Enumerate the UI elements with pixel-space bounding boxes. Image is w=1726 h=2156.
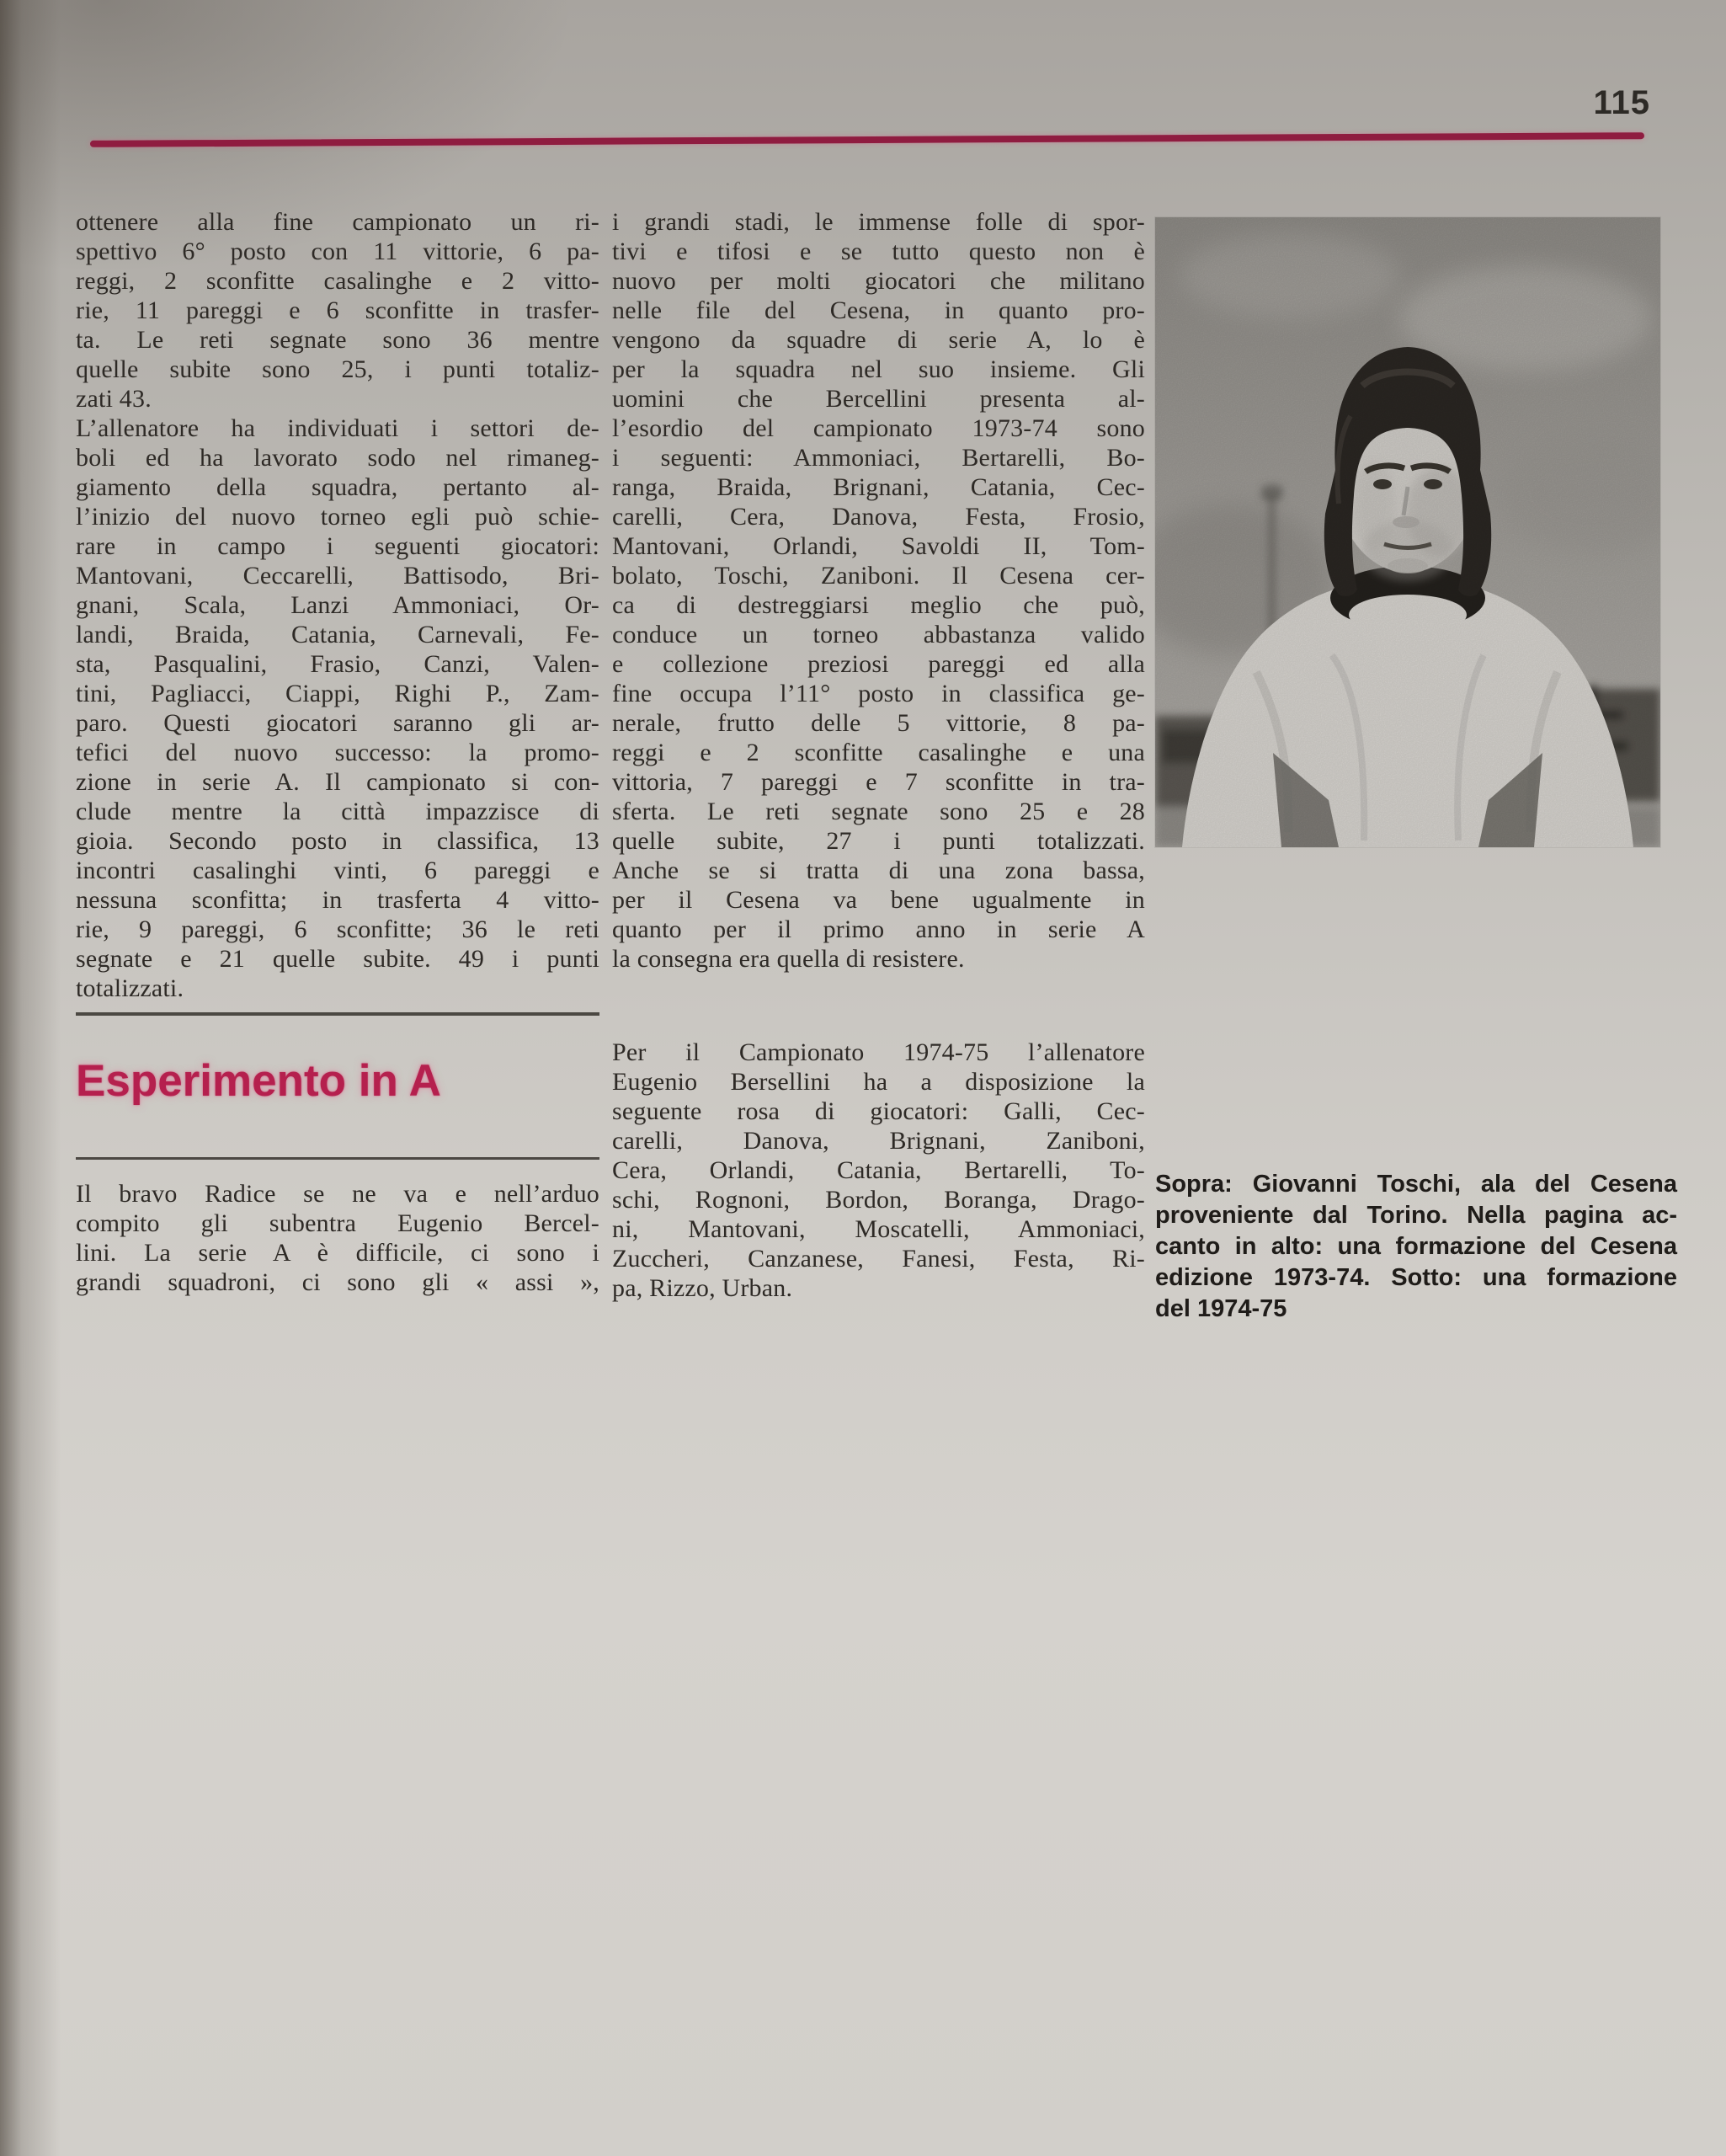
- text-line: nelle file del Cesena, in quanto pro-: [612, 296, 1145, 324]
- text-line: grandi squadroni, ci sono gli « assi »,: [76, 1268, 599, 1296]
- text-line: compito gli subentra Eugenio Bercel-: [76, 1209, 599, 1237]
- article-paragraph-left-1: [76, 207, 599, 414]
- text-line: reggi e 2 sconfitte casalinghe e una: [612, 739, 1145, 766]
- text-line: rie, 9 pareggi, 6 sconfitte; 36 le reti: [76, 915, 599, 943]
- text-line: Anche se si tratta di una zona bassa,: [612, 857, 1145, 884]
- text-line: Mantovani, Ceccarelli, Battisodo, Bri-: [76, 562, 599, 590]
- text-line: vittoria, 7 pareggi e 7 sconfitte in tra-: [612, 768, 1145, 796]
- text-line: carelli, Cera, Danova, Festa, Frosio,: [612, 503, 1145, 531]
- text-line: edizione 1973-74. Sotto: una formazione: [1155, 1264, 1677, 1291]
- text-line: segnate e 21 quelle subite. 49 i punti: [76, 945, 599, 973]
- text-line: rare in campo i seguenti giocatori:: [76, 532, 599, 560]
- text-line: quelle subite sono 25, i punti totaliz-: [76, 355, 599, 383]
- text-line: per la squadra nel suo insieme. Gli: [612, 355, 1145, 383]
- text-line: Il bravo Radice se ne va e nell’arduo: [76, 1180, 599, 1208]
- text-line: ni, Mantovani, Moscatelli, Ammoniaci,: [612, 1215, 1145, 1243]
- text-line: uomini che Bercellini presenta al-: [612, 385, 1145, 413]
- article-paragraph-middle-2: [612, 1038, 1145, 1303]
- text-line: l’inizio del nuovo torneo egli può schie-: [76, 503, 599, 531]
- text-line: del 1974-75: [1155, 1295, 1287, 1322]
- text-line: la consegna era quella di resistere.: [612, 945, 965, 973]
- text-line: Mantovani, Orlandi, Savoldi II, Tom-: [612, 532, 1145, 560]
- text-line: paro. Questi giocatori saranno gli ar-: [76, 709, 599, 737]
- text-line: schi, Rognoni, Bordon, Boranga, Drago-: [612, 1186, 1145, 1214]
- text-line: pa, Rizzo, Urban.: [612, 1274, 793, 1302]
- text-line: Sopra: Giovanni Toschi, ala del Cesena: [1155, 1171, 1677, 1198]
- text-line: lini. La serie A è difficile, ci sono i: [76, 1239, 599, 1267]
- text-line: spettivo 6° posto con 11 vittorie, 6 pa-: [76, 237, 599, 265]
- text-line: gioia. Secondo posto in classifica, 13: [76, 827, 599, 855]
- text-line: Zuccheri, Canzanese, Fanesi, Festa, Ri-: [612, 1245, 1145, 1273]
- text-line: l’esordio del campionato 1973-74 sono: [612, 414, 1145, 442]
- text-line: nerale, frutto delle 5 vittorie, 8 pa-: [612, 709, 1145, 737]
- text-line: fine occupa l’11° posto in classifica ge-: [612, 680, 1145, 707]
- text-line: ta. Le reti segnate sono 36 mentre: [76, 326, 599, 354]
- player-photo-art: [1155, 217, 1660, 847]
- text-line: ranga, Braida, Brignani, Catania, Cec-: [612, 473, 1145, 501]
- text-line: e collezione preziosi pareggi ed alla: [612, 650, 1145, 678]
- text-line: totalizzati.: [76, 974, 184, 1002]
- text-line: incontri casalinghi vinti, 6 pareggi e: [76, 857, 599, 884]
- text-line: tini, Pagliacci, Ciappi, Righi P., Zam-: [76, 680, 599, 707]
- photo-grain: [1155, 217, 1660, 847]
- section-heading: Esperimento in A: [76, 1056, 441, 1106]
- text-line: i grandi stadi, le immense folle di spor-: [612, 208, 1145, 236]
- text-line: i seguenti: Ammoniaci, Bertarelli, Bo-: [612, 444, 1145, 472]
- section-divider-bottom: [76, 1157, 599, 1160]
- text-line: giamento della squadra, pertanto al-: [76, 473, 599, 501]
- text-line: sferta. Le reti segnate sono 25 e 28: [612, 798, 1145, 825]
- text-line: tivi e tifosi e se tutto questo non è: [612, 237, 1145, 265]
- player-photo: [1155, 217, 1660, 847]
- text-line: Cera, Orlandi, Catania, Bertarelli, To-: [612, 1156, 1145, 1184]
- text-line: ca di destreggiarsi meglio che può,: [612, 591, 1145, 619]
- text-line: ottenere alla fine campionato un ri-: [76, 208, 599, 236]
- article-paragraph-middle-1: [612, 207, 1145, 974]
- text-line: nessuna sconfitta; in trasferta 4 vitto-: [76, 886, 599, 914]
- text-line: zati 43.: [76, 385, 152, 413]
- section-divider-top: [76, 1012, 599, 1016]
- photo-caption: [1155, 1169, 1677, 1325]
- text-line: quelle subite, 27 i punti totalizzati.: [612, 827, 1145, 855]
- page-number: 115: [1593, 84, 1650, 121]
- text-line: per il Cesena va bene ugualmente in: [612, 886, 1145, 914]
- text-line: quanto per il primo anno in serie A: [612, 915, 1145, 943]
- text-line: reggi, 2 sconfitte casalinghe e 2 vitto-: [76, 267, 599, 295]
- article-paragraph-left-2: [76, 414, 599, 1003]
- text-line: conduce un torneo abbastanza valido: [612, 621, 1145, 648]
- top-rule: [90, 132, 1644, 147]
- text-line: L’allenatore ha individuati i settori de-: [76, 414, 599, 442]
- text-line: vengono da squadre di serie A, lo è: [612, 326, 1145, 354]
- text-line: proveniente dal Torino. Nella pagina ac-: [1155, 1202, 1677, 1229]
- text-line: rie, 11 pareggi e 6 sconfitte in trasfer-: [76, 296, 599, 324]
- text-line: canto in alto: una formazione del Cesena: [1155, 1233, 1677, 1260]
- text-line: seguente rosa di giocatori: Galli, Cec-: [612, 1097, 1145, 1125]
- text-line: nuovo per molti giocatori che militano: [612, 267, 1145, 295]
- text-line: clude mentre la città impazzisce di: [76, 798, 599, 825]
- text-line: landi, Braida, Catania, Carnevali, Fe-: [76, 621, 599, 648]
- text-line: sta, Pasqualini, Frasio, Canzi, Valen-: [76, 650, 599, 678]
- article-paragraph-left-3: [76, 1179, 599, 1297]
- text-line: carelli, Danova, Brignani, Zaniboni,: [612, 1127, 1145, 1155]
- text-line: Per il Campionato 1974-75 l’allenatore: [612, 1038, 1145, 1066]
- text-line: zione in serie A. Il campionato si con-: [76, 768, 599, 796]
- text-line: tefici del nuovo successo: la promo-: [76, 739, 599, 766]
- text-line: gnani, Scala, Lanzi Ammoniaci, Or-: [76, 591, 599, 619]
- text-line: bolato, Toschi, Zaniboni. Il Cesena cer-: [612, 562, 1145, 590]
- text-line: boli ed ha lavorato sodo nel rimaneg-: [76, 444, 599, 472]
- text-line: Eugenio Bersellini ha a disposizione la: [612, 1068, 1145, 1096]
